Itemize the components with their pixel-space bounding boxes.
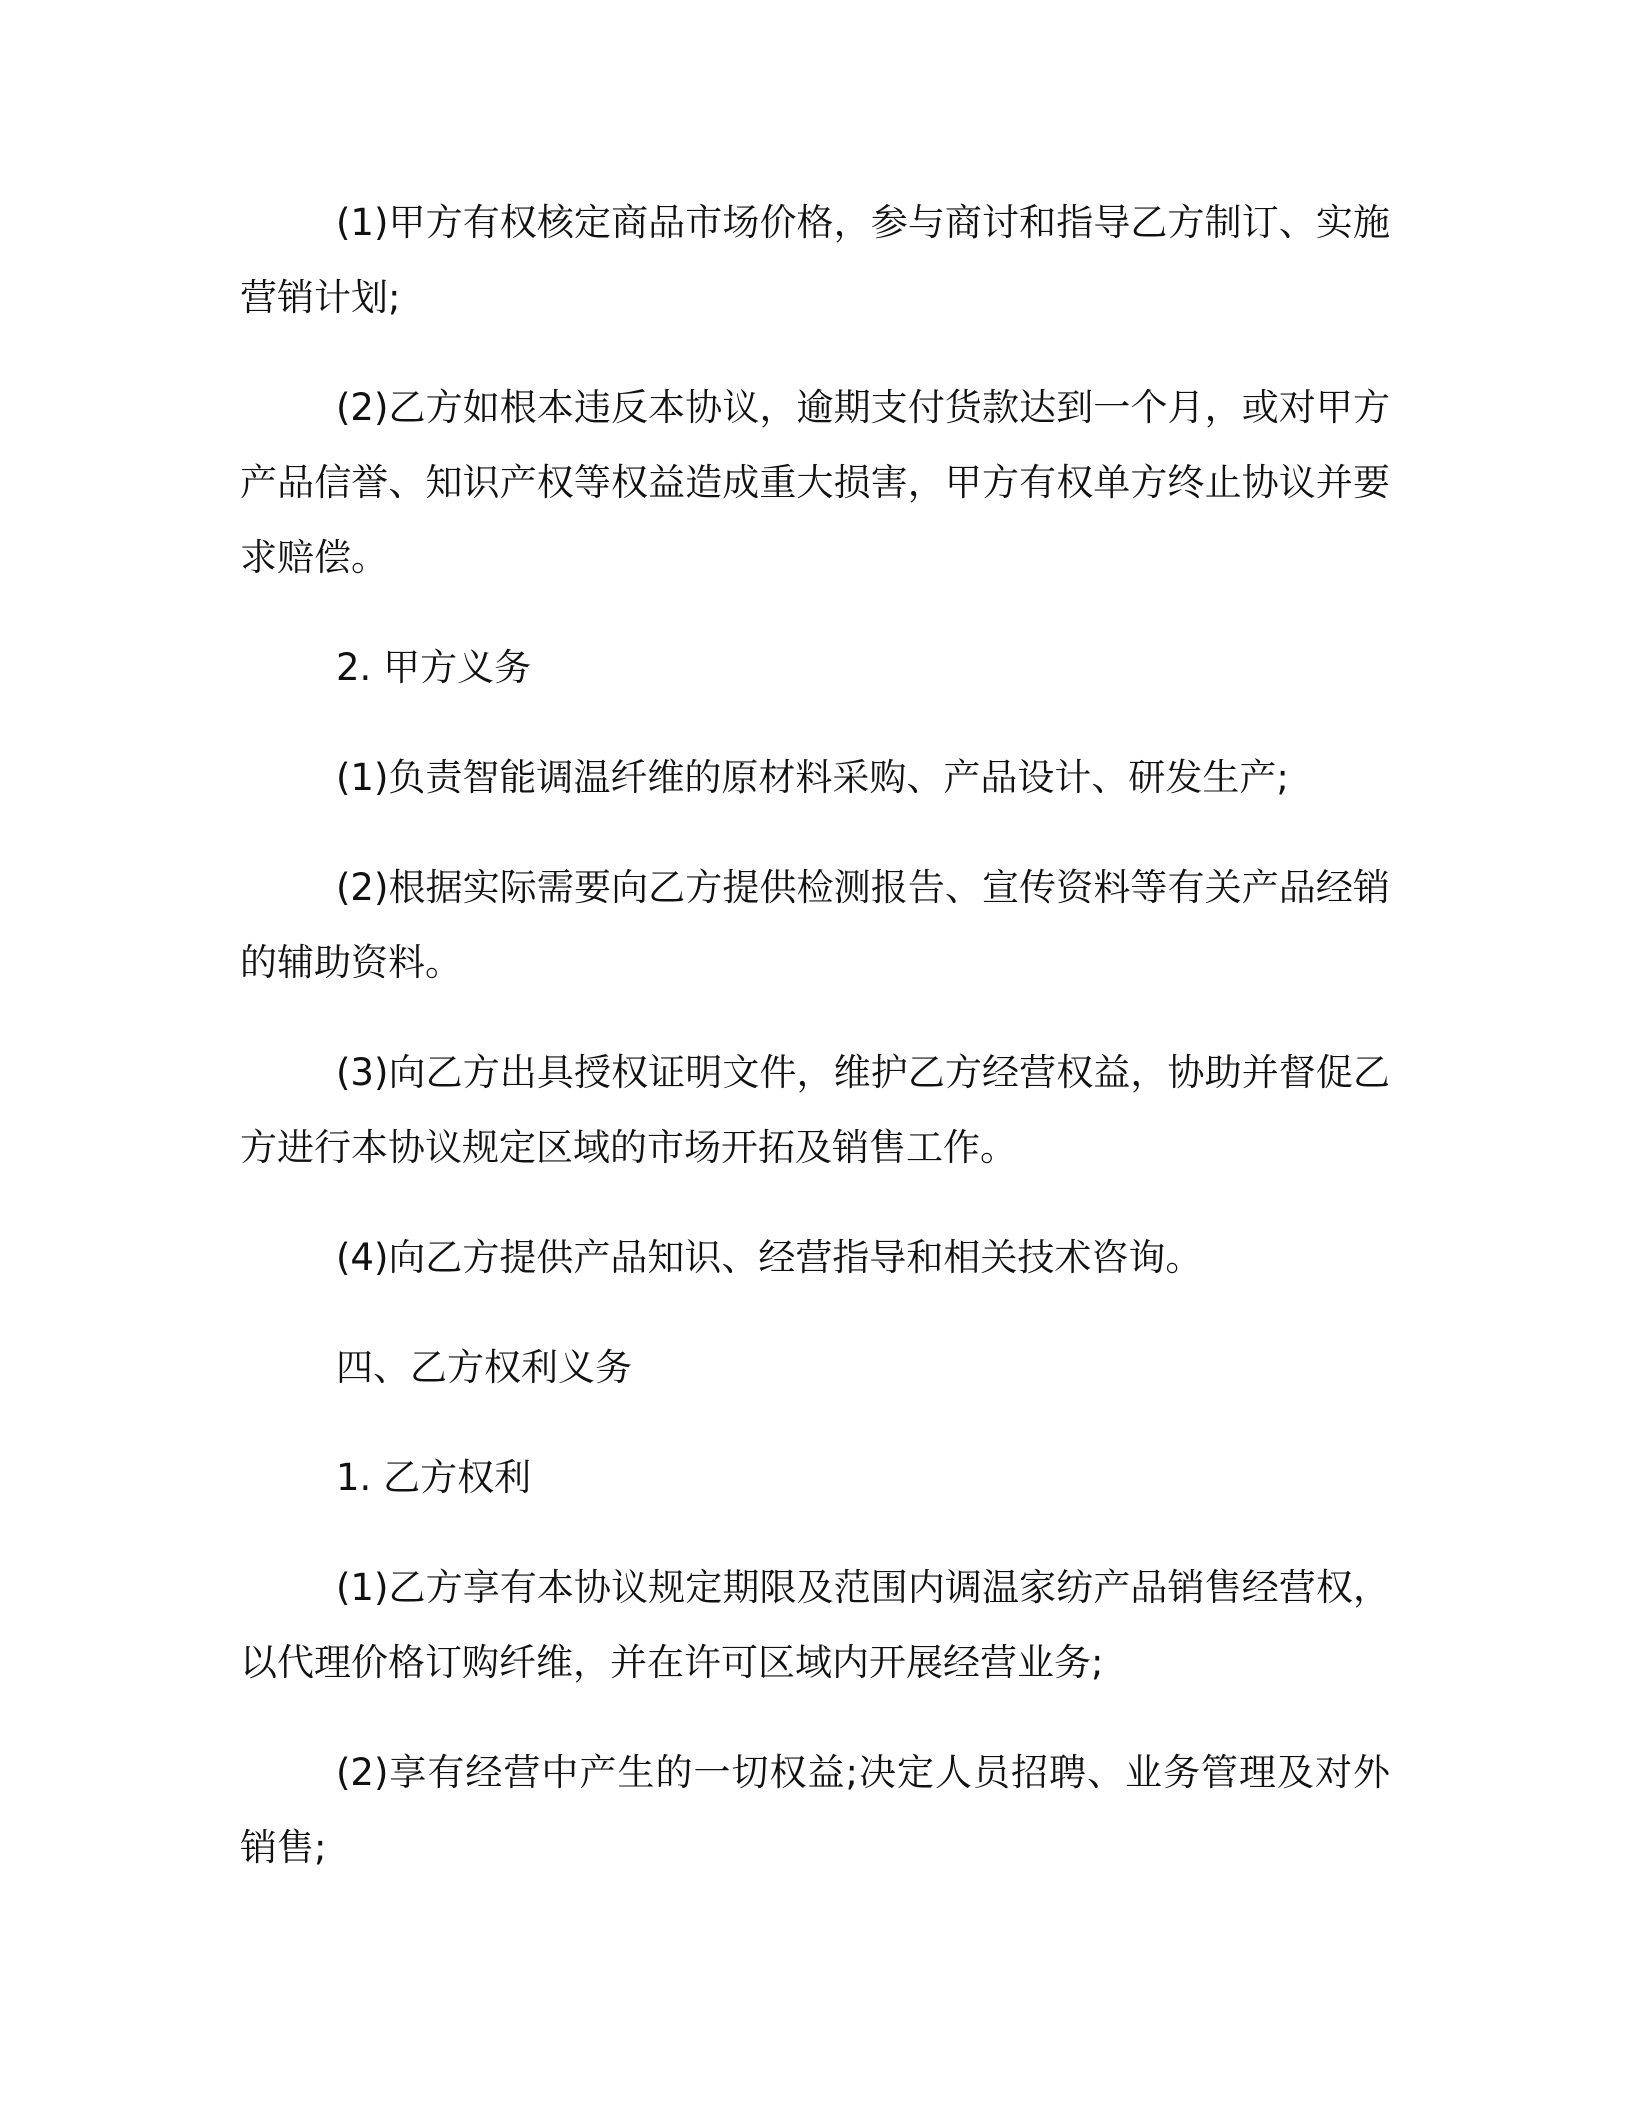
paragraph-party-b-right-2: (2)享有经营中产生的一切权益;决定人员招聘、业务管理及对外销售; — [240, 1751, 1390, 1869]
paragraph-party-a-right-2: (2)乙方如根本违反本协议，逾期支付货款达到一个月，或对甲方产品信誉、知识产权等权益造成重大损害，甲方有权单方终止协议并要求赔偿。 — [240, 386, 1390, 579]
paragraph-party-a-obligation-1: (1)负责智能调温纤维的原材料采购、产品设计、研发生产; — [336, 756, 1289, 799]
section-heading-party-b-rights-obligations: 四、乙方权利义务 — [336, 1346, 632, 1389]
section-heading-party-a-obligations: 2. 甲方义务 — [336, 646, 532, 689]
paragraph-party-a-right-1: (1)甲方有权核定商品市场价格，参与商讨和指导乙方制订、实施营销计划; — [240, 201, 1390, 319]
section-heading-party-b-rights: 1. 乙方权利 — [336, 1456, 532, 1499]
paragraph-party-a-obligation-2: (2)根据实际需要向乙方提供检测报告、宣传资料等有关产品经销的辅助资料。 — [240, 866, 1390, 984]
document-body — [240, 185, 1390, 1920]
paragraph-party-a-obligation-4: (4)向乙方提供产品知识、经营指导和相关技术咨询。 — [336, 1236, 1203, 1279]
paragraph-party-a-obligation-3: (3)向乙方出具授权证明文件，维护乙方经营权益，协助并督促乙方进行本协议规定区域的市场开拓及销售工作。 — [240, 1051, 1390, 1169]
paragraph-party-b-right-1: (1)乙方享有本协议规定期限及范围内调温家纺产品销售经营权，以代理价格订购纤维，并在许可区域内开展经营业务; — [240, 1566, 1390, 1684]
